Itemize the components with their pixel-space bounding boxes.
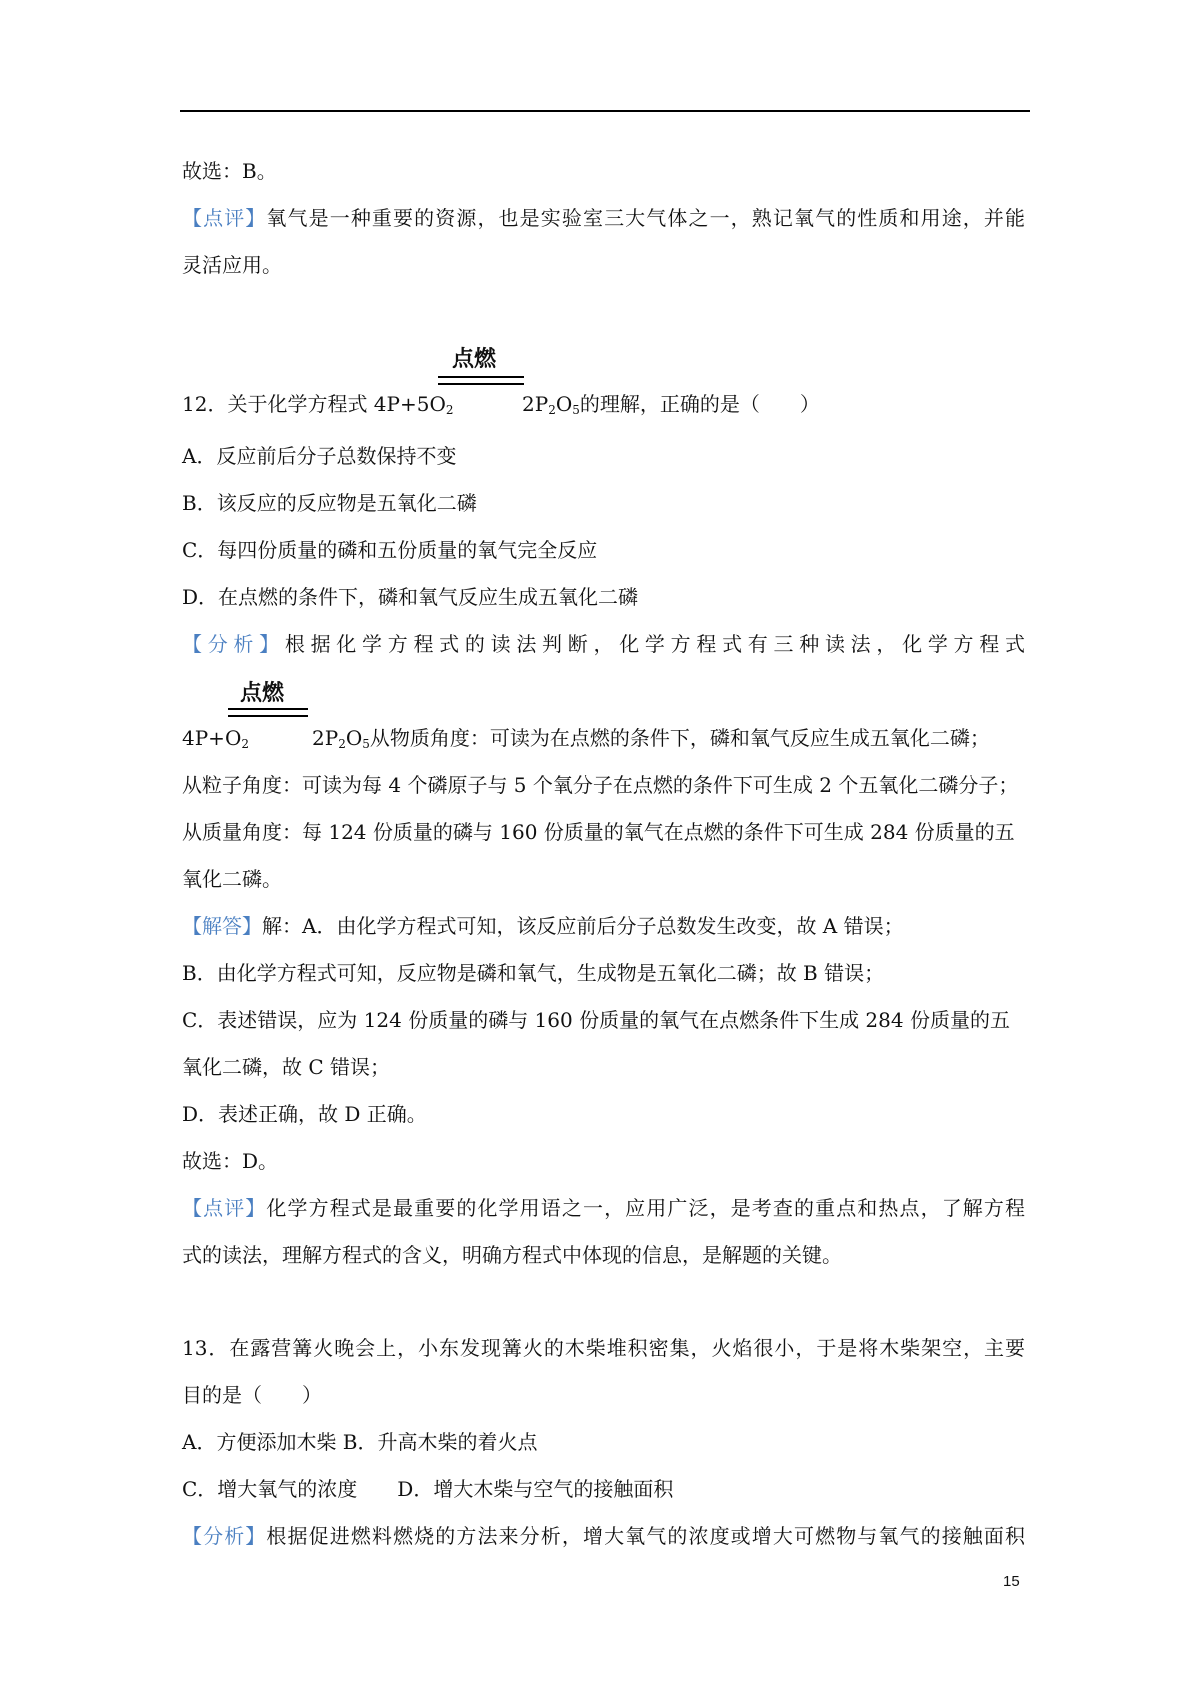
- q12-option-a: A．反应前后分子总数保持不变: [182, 444, 457, 468]
- q11-review-cont: 灵活应用。: [182, 253, 282, 277]
- q13-options-ab: A．方便添加木柴 B．升高木柴的着火点: [182, 1430, 538, 1454]
- q13-options-cd: C．增大氧气的浓度 D．增大木柴与空气的接触面积: [182, 1477, 674, 1501]
- q12-option-c: C．每四份质量的磷和五份质量的氧气完全反应: [182, 538, 598, 562]
- q12-choice: 故选：D。: [182, 1149, 279, 1173]
- q13-analysis: 【分析】根据促进燃料燃烧的方法来分析，增大氧气的浓度或增大可燃物与氧气的接触面积: [182, 1524, 1026, 1548]
- equation-condition: 点燃: [240, 680, 285, 706]
- q12-stem-product: $2P_2O_5$的理解，正确的是（ ）: [522, 392, 820, 417]
- answer-tag: 【解答】: [182, 914, 262, 938]
- equation-reactants: $4P+O_2$: [182, 726, 249, 751]
- q12-answer-line: C．表述错误，应为 124 份质量的磷与 160 份质量的氧气在点燃条件下生成 284 份质量的五: [182, 1008, 1010, 1032]
- q12-answer-line: 氧化二磷，故 C 错误；: [182, 1055, 391, 1079]
- analysis-tag: 【分析】: [182, 1524, 267, 1548]
- q12-answer-line: D．表述正确，故 D 正确。: [182, 1102, 427, 1126]
- q13-stem: 13．在露营篝火晚会上，小东发现篝火的木柴堆积密集，火焰很小，于是将木柴架空，主要: [182, 1336, 1025, 1360]
- q12-analysis-line: 氧化二磷。: [182, 867, 282, 891]
- q12-analysis-line: 从质量角度：每 124 份质量的磷与 160 份质量的氧气在点燃的条件下可生成 284 份质量的五: [182, 820, 1015, 844]
- reaction-condition: 点燃: [452, 346, 497, 372]
- q12-answer: 【解答】解：A．由化学方程式可知，该反应前后分子总数发生改变，故 A 错误；: [182, 914, 904, 938]
- q12-review-cont: 式的读法，理解方程式的含义，明确方程式中体现的信息，是解题的关键。: [182, 1243, 842, 1267]
- q11-choice: 故选：B。: [182, 159, 277, 183]
- q12-analysis: 【分析】根据化学方程式的读法判断，化学方程式有三种读法，化学方程式: [182, 632, 1025, 656]
- q13-stem-cont: 目的是（ ）: [182, 1383, 322, 1407]
- equation-equals-sign: [228, 708, 308, 717]
- review-tag: 【点评】: [182, 206, 267, 230]
- q12-option-b: B．该反应的反应物是五氧化二磷: [182, 491, 477, 515]
- review-tag: 【点评】: [182, 1196, 267, 1220]
- header-rule: [180, 110, 1030, 112]
- q11-review: 【点评】氧气是一种重要的资源，也是实验室三大气体之一，熟记氧气的性质和用途，并能: [182, 206, 1026, 230]
- q12-analysis-line: 从粒子角度：可读为每 4 个磷原子与 5 个氧分子在点燃的条件下可生成 2 个五氧化二磷分子；: [182, 773, 1019, 797]
- equation-product-text: $2P_2O_5$从物质角度：可读为在点燃的条件下，磷和氧气反应生成五氧化二磷；: [312, 726, 990, 751]
- q12-review: 【点评】化学方程式是最重要的化学用语之一，应用广泛，是考查的重点和热点，了解方程: [182, 1196, 1026, 1220]
- q12-option-d: D．在点燃的条件下，磷和氧气反应生成五氧化二磷: [182, 585, 639, 609]
- equation-equals-sign: [438, 376, 524, 385]
- q12-answer-line: B．由化学方程式可知，反应物是磷和氧气，生成物是五氧化二磷；故 B 错误；: [182, 961, 885, 985]
- page-number: 15: [1003, 1573, 1020, 1590]
- analysis-tag: 【分析】: [182, 632, 285, 656]
- q12-stem: 12．关于化学方程式 $4P+5O_2$: [182, 392, 454, 417]
